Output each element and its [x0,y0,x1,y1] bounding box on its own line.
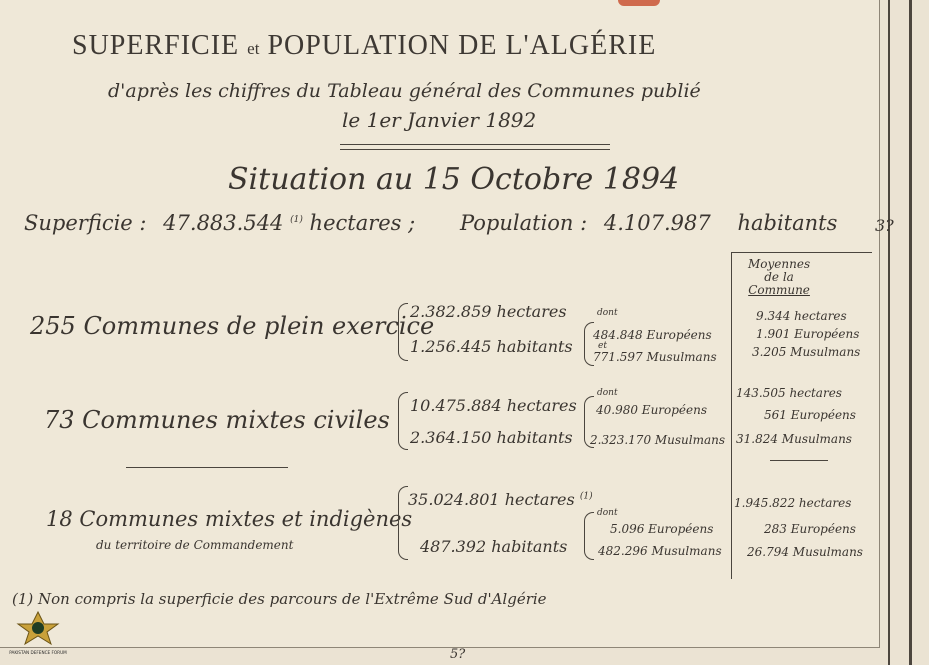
row2-dont: dont [597,388,618,398]
situation-heading: Situation au 15 Octobre 1894 [228,162,680,197]
population-label: Population : [460,211,588,235]
moyennes-header [748,258,810,297]
side-number: 3? [875,216,894,235]
watermark-logo-icon [8,608,68,658]
row3-europeens: 5.096 Européens [610,522,714,536]
subtitle-line1: d'après les chiffres du Tableau général des Communes publié [108,80,701,102]
row1-dont: dont [597,308,618,318]
population-summary [460,211,837,235]
row1-moy-europeens: 1.901 Européens [756,327,860,341]
title-et: et [247,39,260,58]
superficie-label: Superficie : [24,211,147,235]
row2-hectares: 10.475.884 hectares [410,396,577,415]
page-edge-line [888,0,890,665]
row3-brace [398,486,408,560]
red-stamp-fragment [618,0,660,6]
row3-hectares-marker: (1) [579,491,593,502]
row3-hectares: 35.024.801 hectares [408,490,575,509]
row1-moy-musulmans: 3.205 Musulmans [752,345,861,359]
population-unit: habitants [737,211,838,235]
row2-musulmans: 2.323.170 Musulmans [590,433,726,447]
row3-count-sublabel: du territoire de Commandement [96,538,294,552]
page-edge-line-outer [909,0,912,665]
row1-et: et [598,341,607,351]
title-rule-1 [340,144,610,145]
title-rule-2 [340,149,610,150]
superficie-value: 47.883.544 [163,211,284,235]
row2-brace [398,392,408,450]
moy-separator [770,460,828,461]
row2-count-label: 73 Communes mixtes civiles [44,406,390,434]
row3-sub-brace [584,512,594,560]
document-title [72,30,656,62]
row1-europeens: 484.848 Européens [593,328,712,342]
row1-musulmans: 771.597 Musulmans [593,350,717,364]
title-superficie: SUPERFICIE [72,30,240,61]
row3-musulmans: 482.296 Musulmans [598,544,722,558]
row1-brace [398,303,408,361]
row3-count-label: 18 Communes mixtes et indigènes [46,507,413,531]
title-population: POPULATION DE L'ALGÉRIE [267,30,657,61]
row1-moy-hectares: 9.344 hectares [756,309,847,323]
footnote: (1) Non compris la superficie des parcours de l'Extrême Sud d'Algérie [12,590,547,608]
moyennes-header-line1: Moyennes [748,257,811,271]
moyennes-header-line2: de la [764,270,794,284]
superficie-summary [24,211,415,235]
row1-habitants: 1.256.445 habitants [410,337,573,356]
row3-moy-musulmans: 26.794 Musulmans [747,545,863,559]
subtitle-line2: le 1er Janvier 1892 [342,108,537,132]
row3-moy-hectares: 1.945.822 hectares [734,496,852,510]
row2-moy-europeens: 561 Européens [764,408,856,422]
row2-moy-hectares: 143.505 hectares [736,386,842,400]
row3-habitants: 487.392 habitants [420,537,568,556]
row3-hectares-group [408,490,593,509]
row1-hectares: 2.382.859 hectares [410,302,567,321]
row3-dont: dont [597,508,618,518]
population-value: 4.107.987 [603,211,711,235]
page-number: 5? [450,647,466,662]
row1-count-label: 255 Communes de plein exercice [30,312,435,340]
row2-habitants: 2.364.150 habitants [410,428,573,447]
superficie-note-marker: (1) [290,215,303,225]
superficie-unit: hectares ; [309,211,416,235]
row-separator [126,467,288,468]
row3-moy-europeens: 283 Européens [764,522,856,536]
watermark-text: PAKISTAN DEFENCE FORUM [9,650,67,655]
row2-europeens: 40.980 Européens [596,403,708,417]
moyennes-header-line3: Commune [748,283,810,297]
row2-moy-musulmans: 31.824 Musulmans [736,432,852,446]
